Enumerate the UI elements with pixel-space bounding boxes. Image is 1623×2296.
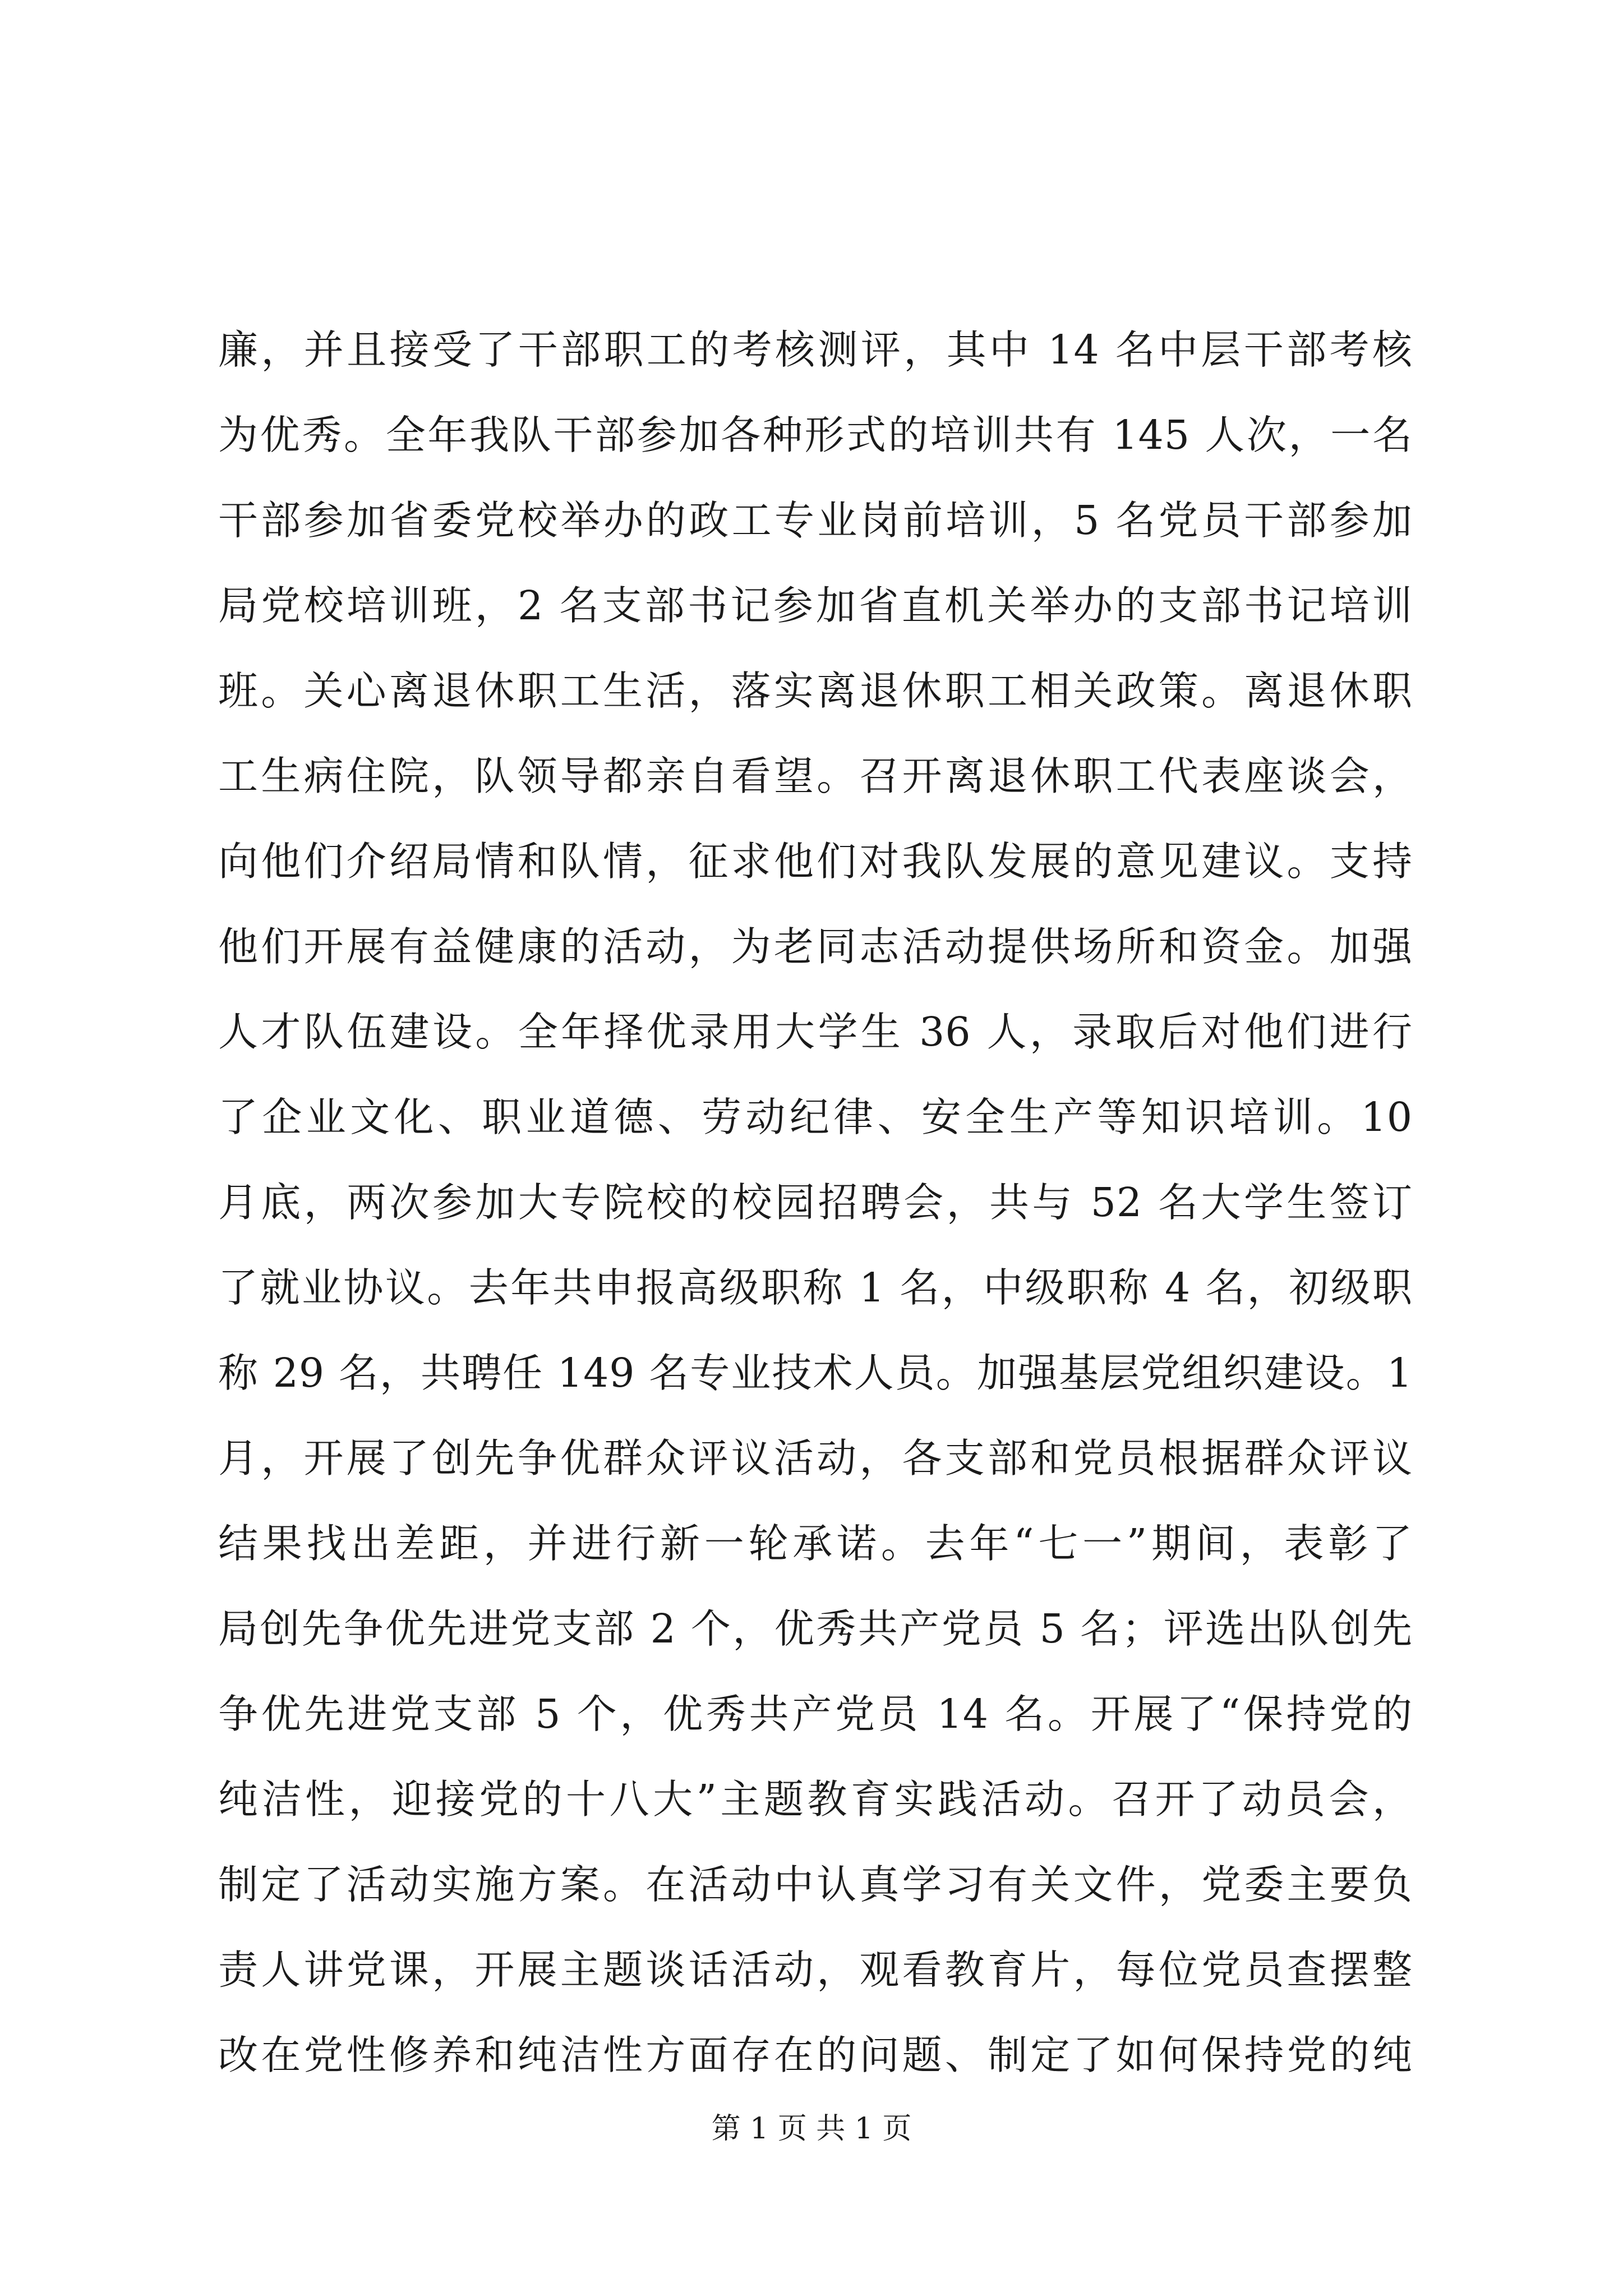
text-line: 班。关心离退休职工生活，落实离退休职工相关政策。离退休职 (218, 668, 1413, 714)
text-line: 人才队伍建设。全年择优录用大学生 36 人，录取后对他们进行 (218, 1009, 1413, 1055)
text-line: 改在党性修养和纯洁性方面存在的问题、制定了如何保持党的纯 (218, 2032, 1413, 2078)
text-line: 称 29 名，共聘任 149 名专业技术人员。加强基层党组织建设。1 (218, 1350, 1413, 1396)
text-line: 干部参加省委党校举办的政工专业岗前培训，5 名党员干部参加 (218, 497, 1413, 544)
text-line: 局创先争优先进党支部 2 个，优秀共产党员 5 名；评选出队创先 (218, 1605, 1413, 1652)
text-line: 廉，并且接受了干部职工的考核测评，其中 14 名中层干部考核 (218, 326, 1413, 373)
text-line: 他们开展有益健康的活动，为老同志活动提供场所和资金。加强 (218, 923, 1413, 970)
text-line: 局党校培训班，2 名支部书记参加省直机关举办的支部书记培训 (218, 582, 1413, 629)
text-line: 制定了活动实施方案。在活动中认真学习有关文件，党委主要负 (218, 1861, 1413, 1908)
text-line: 结果找出差距，并进行新一轮承诺。去年“七一”期间，表彰了 (218, 1520, 1413, 1567)
page-number-label: 第 1 页 共 1 页 (711, 2112, 912, 2146)
body-text (218, 307, 1413, 2098)
text-line: 月，开展了创先争优群众评议活动，各支部和党员根据群众评议 (218, 1435, 1413, 1481)
text-line: 了就业协议。去年共申报高级职称 1 名，中级职称 4 名，初级职 (218, 1264, 1413, 1311)
text-line: 了企业文化、职业道德、劳动纪律、安全生产等知识培训。10 (218, 1094, 1413, 1140)
text-line: 责人讲党课，开展主题谈话活动，观看教育片，每位党员查摆整 (218, 1947, 1413, 1993)
text-line: 月底，两次参加大专院校的校园招聘会，共与 52 名大学生签订 (218, 1179, 1413, 1226)
text-line: 向他们介绍局情和队情，征求他们对我队发展的意见建议。支持 (218, 838, 1413, 885)
text-line: 为优秀。全年我队干部参加各种形式的培训共有 145 人次，一名 (218, 412, 1413, 458)
text-line: 争优先进党支部 5 个，优秀共产党员 14 名。开展了“保持党的 (218, 1691, 1413, 1737)
page-footer (0, 2106, 1623, 2151)
text-line: 纯洁性，迎接党的十八大”主题教育实践活动。召开了动员会， (218, 1776, 1413, 1823)
text-line: 工生病住院，队领导都亲自看望。召开离退休职工代表座谈会， (218, 753, 1413, 799)
